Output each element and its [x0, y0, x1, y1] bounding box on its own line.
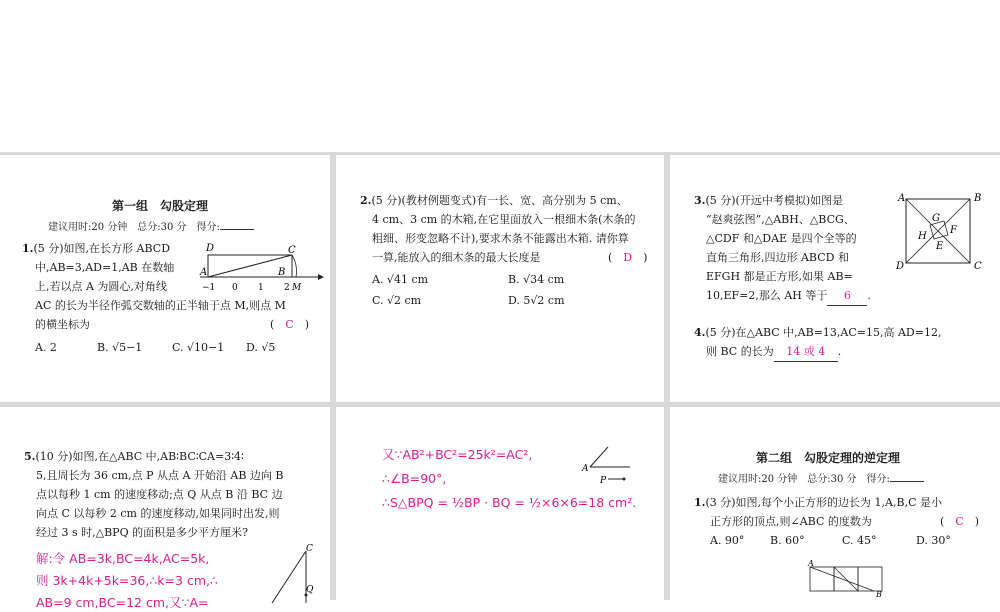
- label-c: C: [288, 245, 296, 256]
- label-p: P: [600, 476, 607, 486]
- question-3: 3.(5 分)(开远中考模拟)如图是: [694, 194, 844, 207]
- question-1: 1.(3 分)如图,每个小正方形的边长为 1,A,B,C 是小: [694, 496, 942, 509]
- question-2-line4: 一算,能放入的细木条的最大长度是: [372, 251, 541, 264]
- question-5: 5.(10 分)如图,在△ABC 中,AB∶BC∶CA=3∶4∶: [24, 450, 244, 463]
- panel-group1-q1: [0, 155, 330, 402]
- tick-label: 2: [284, 283, 290, 293]
- number-line-figure: [196, 239, 324, 291]
- label-q: Q: [306, 585, 314, 595]
- answer-bracket: ( C ): [270, 318, 310, 331]
- question-3-line2: “赵爽弦图”,△ABH、△BCG、: [706, 213, 855, 226]
- question-1-line4: AC 的长为半径作弧交数轴的正半轴于点 M,则点 M: [35, 299, 286, 312]
- solution-line5: ∴∠B=90°,: [382, 471, 447, 486]
- grid-figure: [804, 557, 894, 600]
- label-b: B: [278, 267, 286, 278]
- label-c: C: [974, 261, 982, 272]
- question-4: 4.(5 分)在△ABC 中,AB=13,AC=15,高 AD=12,: [694, 326, 942, 339]
- question-2: 2.(5 分)(教材例题变式)有一长、宽、高分别为 5 cm、: [360, 194, 628, 207]
- section-title: 第二组 勾股定理的逆定理: [756, 451, 901, 465]
- panel-group1-q3-q4: [670, 155, 1000, 402]
- panel-q5-solution-cont: [336, 407, 664, 600]
- section-info: 建议用时:20 分钟 总分:30 分 得分:: [718, 469, 924, 489]
- solution-line4: 又∵AB²+BC²=25k²=AC²,: [382, 447, 533, 462]
- question-5-line2: 5,且周长为 36 cm,点 P 从点 A 开始沿 AB 边向 B: [36, 469, 284, 482]
- question-5-line3: 点以每秒 1 cm 的速度移动;点 Q 从点 B 沿 BC 边: [36, 488, 283, 501]
- label-a: A: [200, 267, 208, 278]
- label-h: H: [918, 231, 927, 242]
- question-5-line4: 向点 C 以每秒 2 cm 的速度移动,如果同时出发,则: [36, 507, 280, 520]
- tick-label: 0: [232, 283, 238, 293]
- blank-header-area: [0, 0, 1000, 152]
- label-d: D: [896, 261, 905, 272]
- option-b: B. √5−1: [97, 341, 143, 354]
- tick-label: −1: [202, 283, 216, 293]
- panel-group1-q2: [336, 155, 664, 402]
- answer-bracket: ( D ): [608, 251, 648, 264]
- option-c: C. √10−1: [172, 341, 225, 354]
- option-c: C. √2 cm: [372, 294, 422, 307]
- answer-bracket: ( C ): [940, 515, 980, 528]
- partial-figure: [580, 443, 642, 487]
- question-3-line6: 10,EF=2,那么 AH 等于 6 .: [706, 286, 871, 306]
- label-b: B: [974, 193, 982, 204]
- option-a: A. 2: [35, 341, 57, 354]
- zhao-shuang-figure: [896, 193, 992, 273]
- question-1: 1.(5 分)如图,在长方形 ABCD: [22, 242, 171, 255]
- label-e: E: [936, 241, 944, 252]
- label-a: A: [808, 559, 814, 568]
- section-info: 建议用时:20 分钟 总分:30 分 得分:: [48, 217, 254, 237]
- label-m: M: [292, 283, 302, 293]
- label-a: A: [898, 193, 906, 204]
- solution-line2: 则 3k+4k+5k=36,∴k=3 cm,∴: [36, 573, 218, 588]
- label-a: A: [582, 464, 589, 474]
- question-4-line2: 则 BC 的长为 14 或 4 .: [706, 342, 841, 362]
- label-b: B: [876, 590, 882, 599]
- question-5-line5: 经过 3 s 时,△BPQ 的面积是多少平方厘米?: [36, 526, 248, 539]
- panel-group1-q5: [0, 407, 330, 610]
- question-3-line3: △CDF 和△DAE 是四个全等的: [706, 232, 857, 245]
- section-title: 第一组 勾股定理: [112, 199, 209, 213]
- label-f: F: [950, 225, 957, 236]
- option-c: C. 45°: [842, 534, 877, 547]
- question-3-line5: EFGH 都是正方形,如果 AB=: [706, 270, 853, 283]
- option-a: A. √41 cm: [372, 273, 429, 286]
- option-d: D. 30°: [916, 534, 951, 547]
- solution-line1: 解:令 AB=3k,BC=4k,AC=5k,: [36, 551, 210, 566]
- solution-line6: ∴S△BPQ = ½BP · BQ = ½×6×6=18 cm².: [382, 495, 637, 510]
- tick-label: 1: [258, 283, 264, 293]
- option-a: A. 90°: [710, 534, 745, 547]
- label-c: C: [306, 544, 313, 554]
- question-1-line2: 中,AB=3,AD=1,AB 在数轴: [35, 261, 175, 274]
- label-d: D: [206, 243, 215, 254]
- question-2-line3: 粗细、形变忽略不计),要求木条不能露出木箱. 请你算: [372, 232, 629, 245]
- option-b: B. √34 cm: [508, 273, 565, 286]
- panel-group2-q1: [670, 407, 1000, 600]
- question-3-line4: 直角三角形,四边形 ABCD 和: [706, 251, 849, 264]
- question-1-line3: 上,若以点 A 为圆心,对角线: [35, 280, 167, 293]
- question-1-line5: 的横坐标为: [35, 318, 90, 331]
- option-b: B. 60°: [770, 534, 805, 547]
- option-d: D. √5: [246, 341, 276, 354]
- question-2-line2: 4 cm、3 cm 的木箱,在它里面放入一根细木条(木条的: [372, 213, 636, 226]
- triangle-figure: [268, 543, 328, 600]
- option-d: D. 5√2 cm: [508, 294, 565, 307]
- question-1-line2: 正方形的顶点,则∠ABC 的度数为: [710, 515, 872, 528]
- label-g: G: [932, 213, 940, 224]
- solution-line3: AB=9 cm,BC=12 cm,又∵A=: [36, 595, 209, 610]
